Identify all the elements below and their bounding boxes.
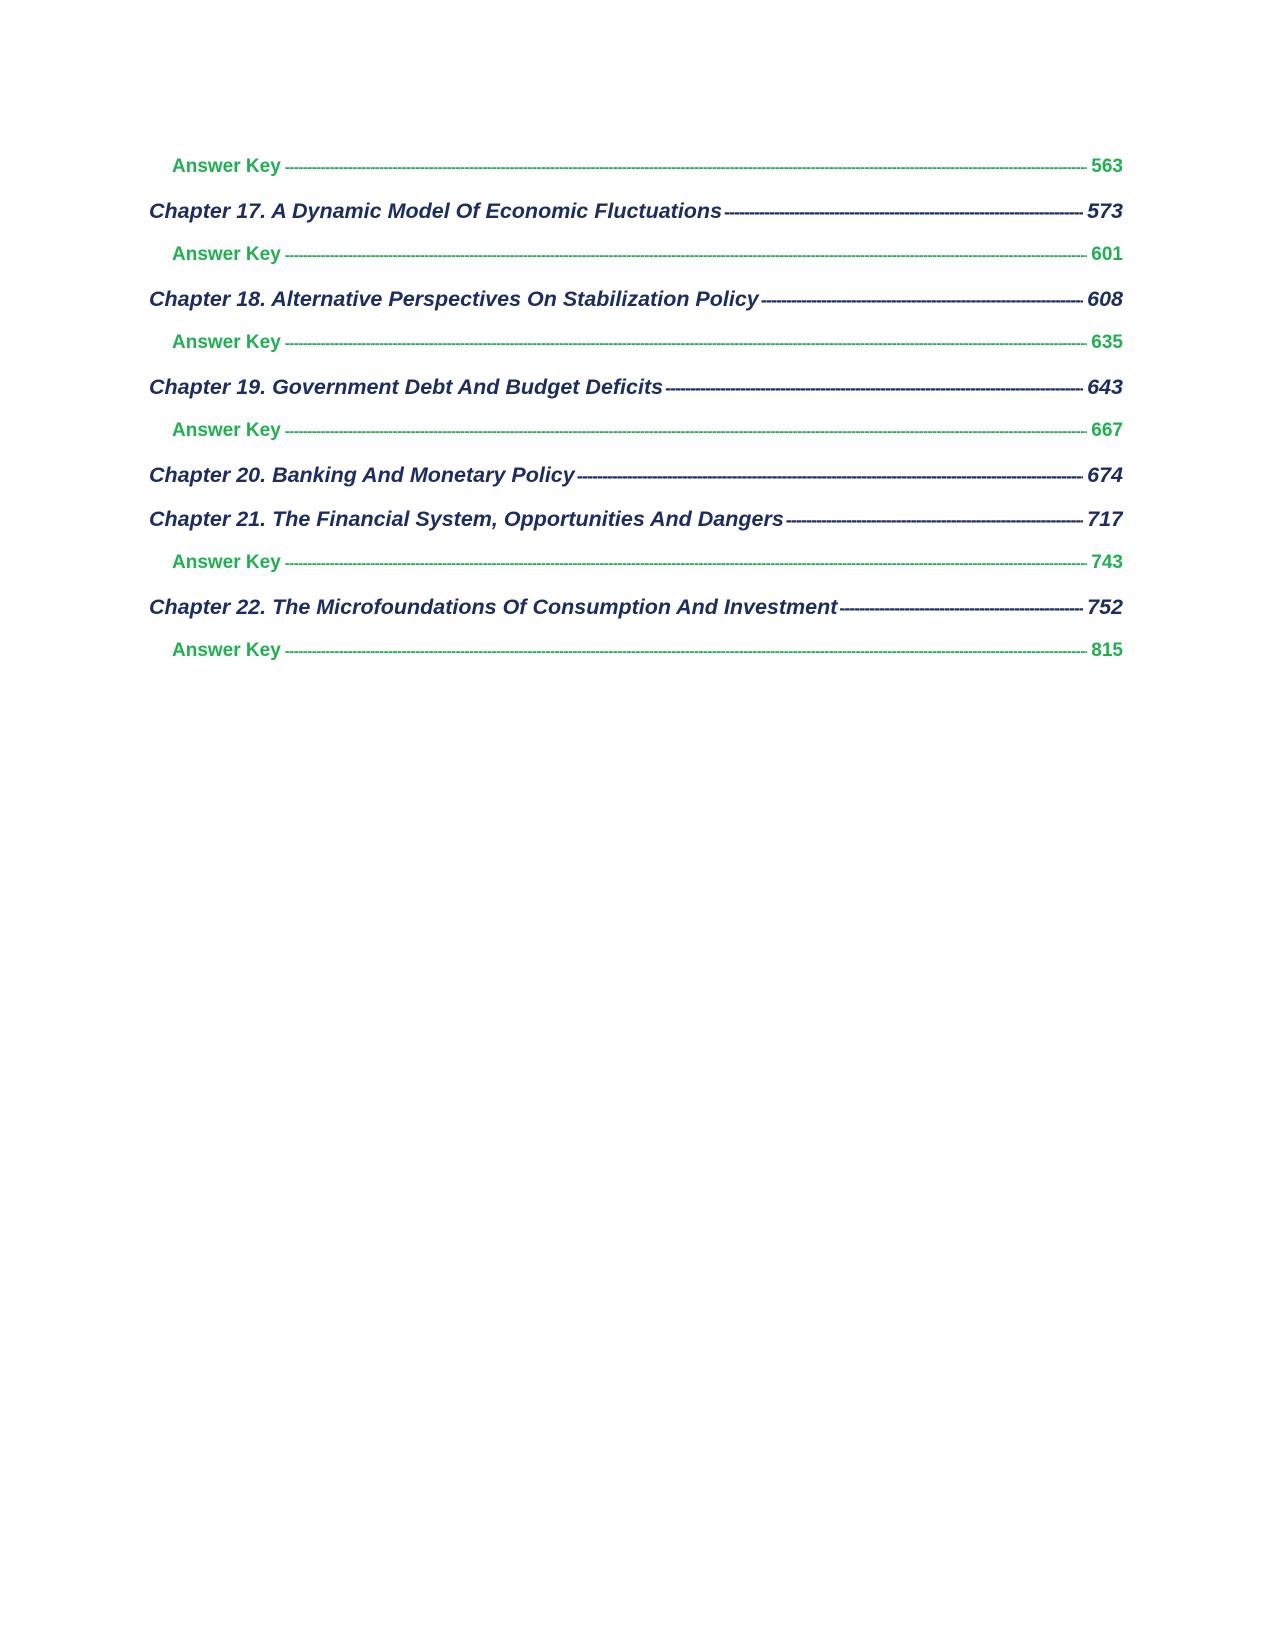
toc-dot-leader	[285, 542, 1088, 585]
toc-entry-title: Answer Key	[172, 233, 281, 277]
toc-entry-answer-key[interactable]	[172, 145, 1123, 189]
toc-page-number: 643	[1087, 365, 1123, 409]
toc-page-number: 752	[1087, 585, 1123, 629]
toc-entry-title: Chapter 21. The Financial System, Opportunities And Dangers	[149, 497, 784, 541]
toc-entry-answer-key[interactable]	[172, 233, 1123, 277]
toc-entry-chapter-19[interactable]	[149, 365, 1123, 409]
toc-entry-answer-key[interactable]	[172, 321, 1123, 365]
toc-dot-leader	[839, 586, 1083, 629]
toc-dot-leader	[285, 234, 1088, 277]
toc-page-number: 674	[1087, 453, 1123, 497]
toc-entry-title: Answer Key	[172, 321, 281, 365]
toc-page-number: 608	[1087, 277, 1123, 321]
toc-entry-title: Chapter 20. Banking And Monetary Policy	[149, 453, 575, 497]
toc-dot-leader	[285, 410, 1088, 453]
toc-page-number: 563	[1091, 145, 1123, 189]
toc-page-number: 573	[1087, 189, 1123, 233]
toc-dot-leader	[724, 190, 1083, 233]
toc-entry-answer-key[interactable]	[172, 409, 1123, 453]
toc-entry-title: Chapter 17. A Dynamic Model Of Economic Fluctuations	[149, 189, 722, 233]
toc-entry-title: Chapter 18. Alternative Perspectives On Stabilization Policy	[149, 277, 759, 321]
toc-page-number: 743	[1091, 541, 1123, 585]
toc-entry-title: Answer Key	[172, 629, 281, 673]
toc-dot-leader	[761, 278, 1083, 321]
toc-page-number: 815	[1091, 629, 1123, 673]
toc-dot-leader	[665, 366, 1083, 409]
toc-entry-answer-key[interactable]	[172, 541, 1123, 585]
toc-page-number: 635	[1091, 321, 1123, 365]
toc-entry-title: Answer Key	[172, 145, 281, 189]
toc-entry-title: Chapter 19. Government Debt And Budget Deficits	[149, 365, 663, 409]
toc-dot-leader	[285, 630, 1088, 673]
toc-dot-leader	[285, 146, 1088, 189]
toc-page-number: 667	[1091, 409, 1123, 453]
toc-entry-chapter-22[interactable]	[149, 585, 1123, 629]
toc-page-number: 601	[1091, 233, 1123, 277]
toc-entry-answer-key[interactable]	[172, 629, 1123, 673]
toc-page-number: 717	[1087, 497, 1123, 541]
toc-entry-chapter-18[interactable]	[149, 277, 1123, 321]
toc-entry-title: Answer Key	[172, 409, 281, 453]
table-of-contents	[149, 145, 1123, 673]
toc-entry-chapter-20[interactable]	[149, 453, 1123, 497]
toc-dot-leader	[285, 322, 1088, 365]
toc-entry-chapter-17[interactable]	[149, 189, 1123, 233]
toc-entry-title: Answer Key	[172, 541, 281, 585]
toc-entry-title: Chapter 22. The Microfoundations Of Consumption And Investment	[149, 585, 837, 629]
toc-entry-chapter-21[interactable]	[149, 497, 1123, 541]
toc-dot-leader	[786, 498, 1083, 541]
toc-dot-leader	[577, 454, 1083, 497]
